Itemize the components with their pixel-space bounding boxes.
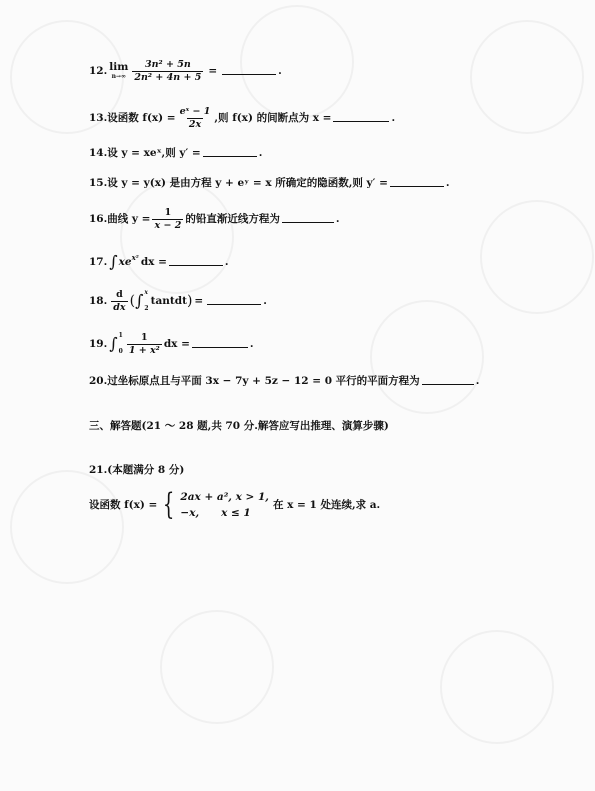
watermark-seal (120, 180, 234, 294)
answer-blank (390, 185, 444, 187)
cases-brace: { (163, 487, 175, 522)
question-21-body: 设函数 f(x) = { 2ax + a², x > 1, −x, x ≤ 1 在 x = 1 处连续,求 a. (89, 487, 381, 522)
watermark-seal (480, 200, 594, 314)
question-number: 12. (89, 64, 108, 77)
watermark-seal (440, 630, 554, 744)
limit-operator: lim n→∞ (109, 61, 129, 80)
answer-blank (333, 120, 389, 122)
section-heading: 三、解答题(21 ～ 28 题,共 70 分.解答应写出推理、演算步骤) (89, 420, 389, 432)
question-20: 20.过坐标原点且与平面 3x − 7y + 5z − 12 = 0 平行的平面方程为 . (89, 375, 480, 387)
watermark-seal (160, 610, 274, 724)
watermark-seal (370, 300, 484, 414)
answer-blank (192, 346, 248, 348)
piecewise-cases: 2ax + a², x > 1, −x, x ≤ 1 (180, 490, 269, 519)
fraction: $\frac{1}{\text{1 + x²}}$ (128, 332, 160, 356)
fraction: $\frac{\text{3n² + 5n}}{\text{2n² + 4n + 5}}$ (134, 59, 202, 83)
answer-blank (207, 303, 261, 305)
integral-sign: ∫ (135, 291, 144, 310)
watermark-seal (470, 20, 584, 134)
fraction: $\frac{1}{x - 2}$ (154, 207, 182, 231)
question-12: 12. lim n→∞ $\frac{\text{3n² + 5n}}{\text{2n² + 4n + 5}}$ = . (89, 59, 282, 83)
watermark-seal (10, 470, 124, 584)
fraction: $\frac{\text{eˣ − 1}}{2x}$ (179, 106, 211, 130)
question-15: 15.设 y = y(x) 是由方程 y + eʸ = x 所确定的隐函数,则 y′ = . (89, 177, 450, 189)
answer-blank (282, 221, 334, 223)
question-17: 17. ∫ xe x² dx = . (89, 252, 229, 271)
derivative-operator: $\frac{d}{dx}$ (113, 289, 126, 313)
answer-blank (169, 264, 223, 266)
answer-blank (203, 155, 257, 157)
question-14: 14.设 y = xeˣ,则 y′ = . (89, 147, 263, 159)
integral-limits: x 2 (144, 289, 149, 312)
question-13: 13.设函数 f(x) = $\frac{\text{eˣ − 1}}{2x}$ ,则 f(x) 的间断点为 x = . (89, 106, 396, 130)
question-21-title: 21.(本题满分 8 分) (89, 464, 185, 476)
question-19: 19. ∫ 1 0 $\frac{1}{\text{1 + x²}}$ dx = . (89, 332, 254, 356)
question-16: 16.曲线 y = $\frac{1}{x - 2}$ 的铅直渐近线方程为 . (89, 207, 340, 231)
integral-sign: ∫ (109, 334, 118, 353)
integral-sign: ∫ (109, 252, 118, 271)
answer-blank (222, 73, 276, 75)
integral-limits: 1 0 (118, 332, 123, 355)
question-18: 18. $\frac{d}{dx}$ ( ∫ x 2 tantdt ) = . (89, 289, 267, 313)
answer-blank (422, 383, 474, 385)
